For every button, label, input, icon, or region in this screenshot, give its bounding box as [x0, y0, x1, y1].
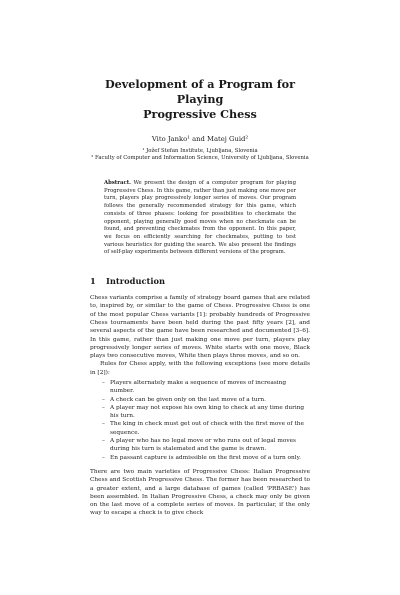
list-item: [102, 396, 310, 404]
abstract-text: We present the design of a computer program for playing Progressive Chess. In this game, rather than just making one move per turn, players play progressively longer series of moves. Our program follows the generally recommended strategy for this game, which consists of three phases: looking for possibilities to checkmate the opponent, playing generally good moves when no checkmate can be found, and preventing checkmates from the opponent. In this paper, we focus on efficiently searching for checkmates, putting to test various heuristics for guiding the search. We also present the findings of self-play experiments between different versions of the program.: [104, 180, 296, 256]
title-line-2: Progressive Chess: [143, 107, 257, 121]
authors: Vito Janko¹ and Matej Guid²: [151, 135, 249, 143]
affiliation-1: ¹ Jožef Stefan Institute, Ljubljana, Slovenia: [142, 148, 258, 154]
title-line-1: Development of a Program for Playing: [104, 77, 296, 106]
body-paragraph: There are two main varieties of Progressive Chess: Italian Progressive Chess and Scottish Progressive Chess. The former has been researched to a greater extent, and a large database of games (called 'PRBASE') has been assembled. In Italian Progressive Chess, a check may only be given on the last move of a complete series of moves. In particular, if the only way to escape a check is to give check: [90, 468, 310, 517]
abstract-label: Abstract.: [104, 180, 131, 186]
list-item: [102, 437, 310, 454]
rule-text: A player may not expose his own king to check at any time during his turn.: [110, 404, 305, 420]
rule-text: En passant capture is admissible on the first move of a turn only.: [110, 454, 301, 461]
rule-text: A player who has no legal move or who runs out of legal moves during his turn is stalemated and the game is drawn.: [110, 438, 297, 453]
rules-list: [90, 379, 310, 462]
bullet-dash: –: [102, 380, 105, 386]
affiliation-2: ² Faculty of Computer and Information Science, University of Ljubljana, Slovenia: [91, 155, 309, 161]
list-item: [102, 379, 310, 396]
abstract: [104, 180, 296, 257]
rules-intro: Rules for Chess apply, with the following exceptions (see more details in [2]):: [90, 361, 310, 376]
section-heading: [90, 276, 310, 287]
list-item: [102, 420, 310, 437]
bullet-dash: –: [102, 404, 105, 411]
list-item: [102, 454, 310, 462]
bullet-dash: –: [102, 396, 105, 403]
bullet-dash: –: [102, 438, 105, 445]
section-title: Introduction: [106, 276, 166, 287]
rule-text: Players alternately make a sequence of moves of increasing number.: [110, 380, 287, 395]
section-number: 1: [90, 276, 96, 287]
rule-text: The king in check must get out of check with the first move of the sequence.: [110, 421, 304, 436]
paper-page: [0, 77, 400, 595]
list-item: [102, 404, 310, 421]
bullet-dash: –: [102, 421, 105, 428]
rule-text: A check can be given only on the last move of a turn.: [110, 396, 266, 403]
bullet-dash: –: [102, 454, 105, 461]
paper-title: [90, 77, 310, 122]
affiliations: [90, 148, 310, 162]
intro-paragraph: Chess variants comprise a family of strategy board games that are related to, inspired by, or similar to the game of Chess. Progressive Chess is one of the most popular Chess variants [1]: probably hundreds of Progressive Chess tournaments have been held during the past fifty years [2], and several aspects of the game have been researched and documented [3–6]. In this game, rather than just making one move per turn, players play progressively longer series of moves. White starts with one move, Black plays two consecutive moves, White then plays three moves, and so on.: [90, 295, 310, 360]
